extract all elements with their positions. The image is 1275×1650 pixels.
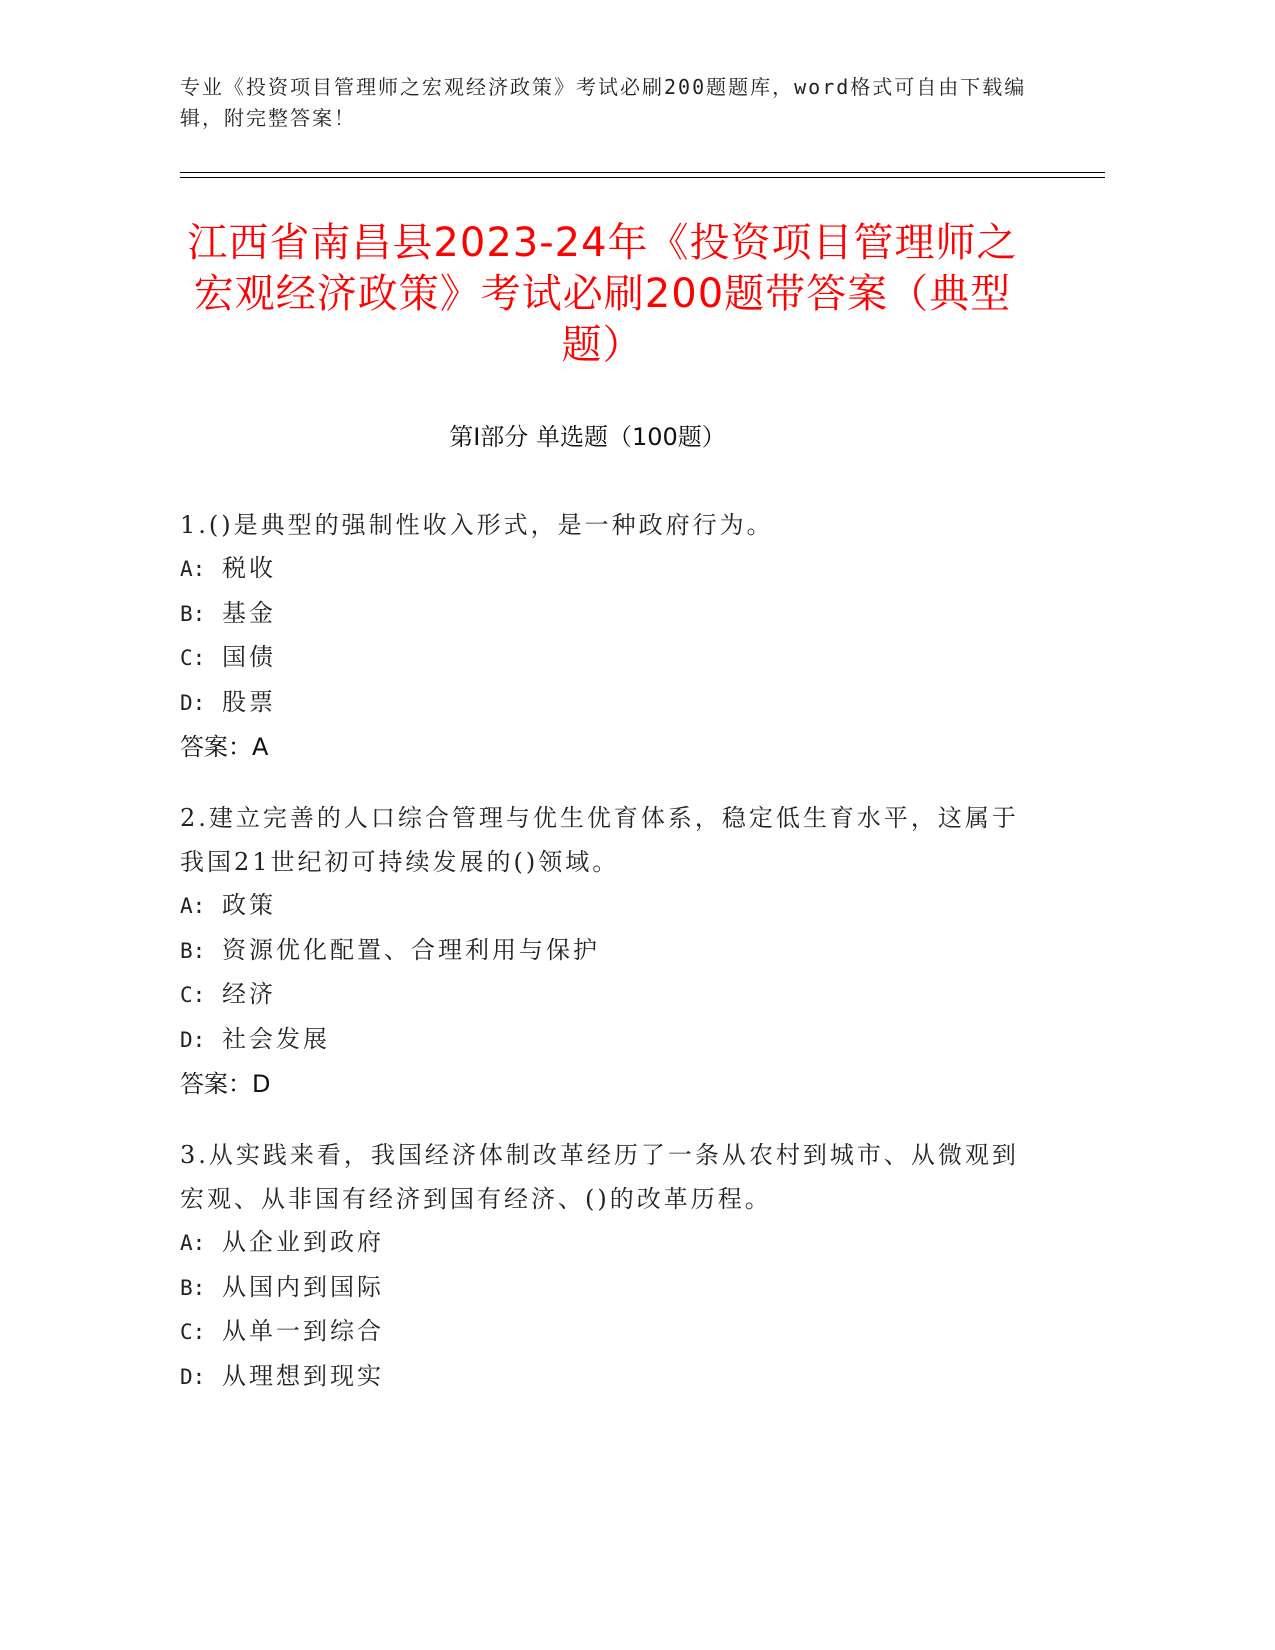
option-key: B: xyxy=(180,1275,206,1300)
option-text: 基金 xyxy=(222,598,276,627)
option-key: B: xyxy=(180,938,206,963)
option-key: D: xyxy=(180,1027,206,1052)
option-text: 从国内到国际 xyxy=(222,1272,384,1301)
option-key: A: xyxy=(180,1231,206,1255)
question-stem: 2.建立完善的人口综合管理与优生优育体系，稳定低生育水平，这属于我国21世纪初可持续发展的()领域。 xyxy=(180,804,1019,876)
option-a xyxy=(180,547,1025,592)
option-c xyxy=(180,973,1025,1018)
option-text: 资源优化配置、合理利用与保护 xyxy=(222,935,600,964)
header-note: 专业《投资项目管理师之宏观经济政策》考试必刷200题题库，word格式可自由下载编辑，附完整答案！ xyxy=(180,75,1027,130)
option-b xyxy=(180,929,1025,974)
option-c xyxy=(180,636,1025,681)
option-key: B: xyxy=(180,601,206,626)
option-a xyxy=(180,1221,1025,1266)
option-text: 税收 xyxy=(222,554,276,582)
header-divider-top xyxy=(180,172,1105,173)
option-key: C: xyxy=(180,646,206,670)
document-title: 江西省南昌县2023-24年《投资项目管理师之宏观经济政策》考试必刷200题带答案（典型题） xyxy=(187,220,1018,368)
question-1 xyxy=(180,503,1025,769)
header-divider-bottom xyxy=(180,177,1105,178)
question-2 xyxy=(180,796,1025,1106)
answer: 答案：A xyxy=(180,733,269,761)
option-text: 国债 xyxy=(222,643,276,671)
section-title: 第I部分 单选题（100题） xyxy=(449,423,726,451)
option-text: 社会发展 xyxy=(222,1024,330,1053)
option-c xyxy=(180,1310,1025,1355)
option-key: D: xyxy=(180,1364,206,1389)
option-key: C: xyxy=(180,1320,206,1344)
option-text: 经济 xyxy=(222,980,276,1008)
option-key: D: xyxy=(180,690,206,715)
option-key: C: xyxy=(180,983,206,1007)
option-b xyxy=(180,1266,1025,1311)
option-d xyxy=(180,1018,1025,1063)
option-text: 从理想到现实 xyxy=(222,1361,384,1390)
option-text: 从单一到综合 xyxy=(222,1317,384,1345)
option-text: 政策 xyxy=(222,891,276,919)
question-stem: 1.()是典型的强制性收入形式，是一种政府行为。 xyxy=(180,511,774,539)
option-key: A: xyxy=(180,557,206,581)
question-3 xyxy=(180,1133,1025,1399)
option-text: 股票 xyxy=(222,687,276,716)
answer: 答案：D xyxy=(180,1070,271,1098)
option-a xyxy=(180,884,1025,929)
option-d xyxy=(180,681,1025,726)
question-list xyxy=(180,503,1025,1426)
option-text: 从企业到政府 xyxy=(222,1228,384,1256)
option-d xyxy=(180,1355,1025,1400)
option-b xyxy=(180,592,1025,637)
option-key: A: xyxy=(180,894,206,918)
question-stem: 3.从实践来看，我国经济体制改革经历了一条从农村到城市、从微观到宏观、从非国有经济到国有经济、()的改革历程。 xyxy=(180,1141,1019,1213)
